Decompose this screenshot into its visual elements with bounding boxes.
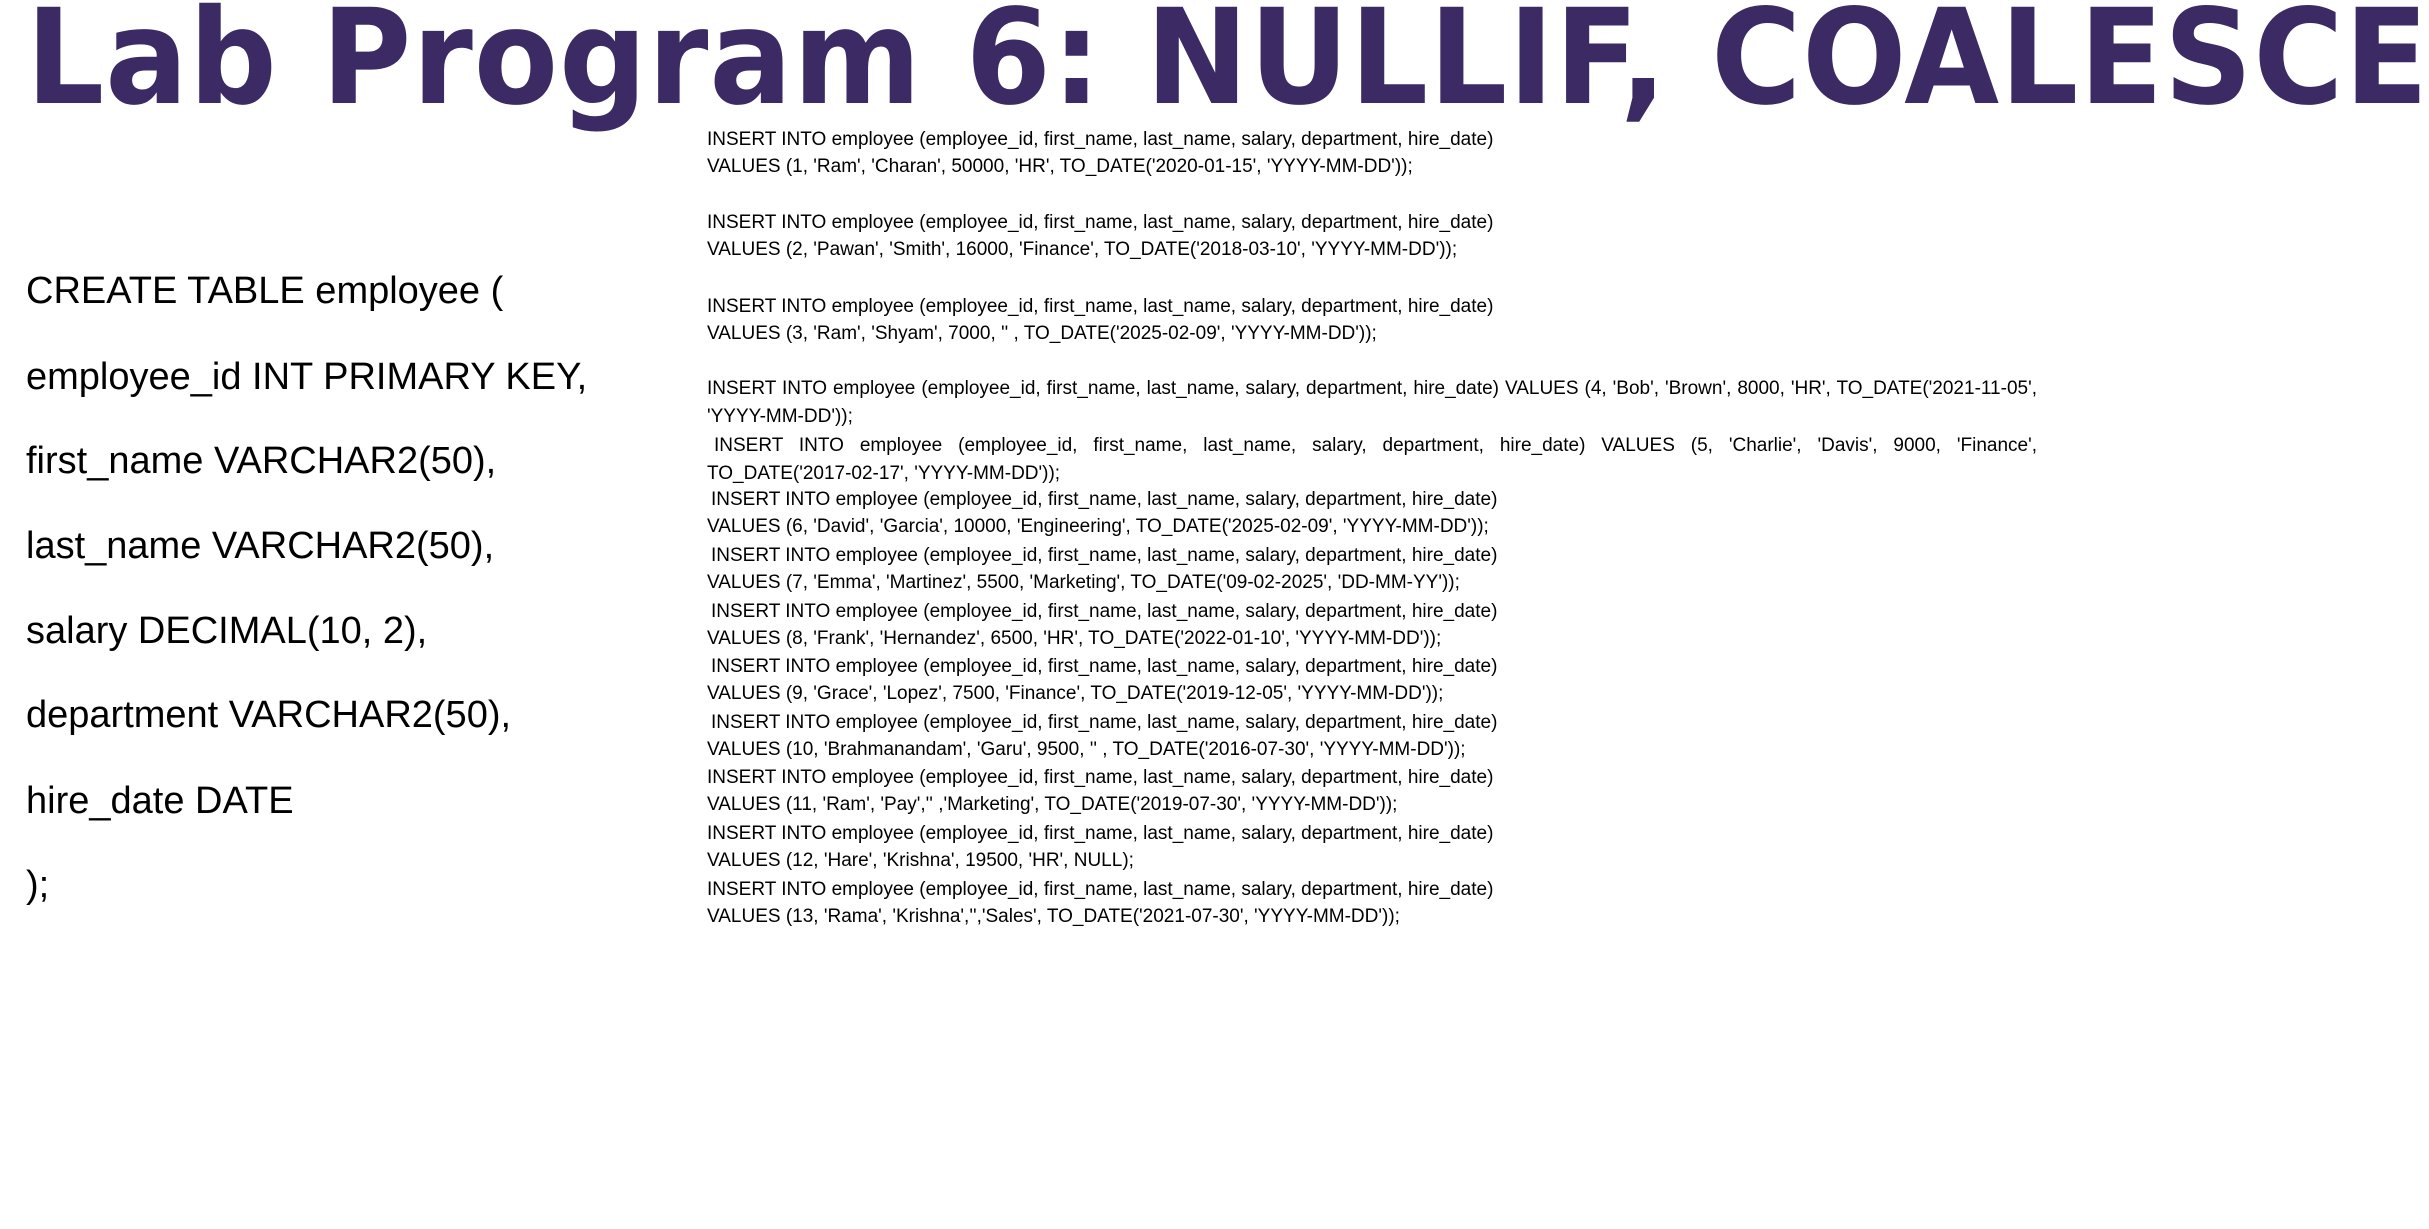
create-table-line: ); [26, 864, 50, 906]
insert-line: INSERT INTO employee (employee_id, first_name, last_name, salary, department, hire_date) VALUES (4, 'Bob', 'Brown', 8000, 'HR', TO_DATE('2021-11-05', 'YYYY-MM-DD')); [707, 378, 2037, 427]
create-table-line: first_name VARCHAR2(50), [26, 440, 497, 482]
create-table-line: employee_id INT PRIMARY KEY, [26, 356, 588, 398]
create-table-line: salary DECIMAL(10, 2), [26, 610, 428, 652]
insert-line: VALUES (8, 'Frank', 'Hernandez', 6500, 'HR', TO_DATE('2022-01-10', 'YYYY-MM-DD')); [707, 628, 1442, 649]
insert-line: VALUES (12, 'Hare', 'Krishna', 19500, 'HR', NULL); [707, 850, 1134, 871]
create-table-line: CREATE TABLE employee ( [26, 270, 504, 312]
insert-line: VALUES (2, 'Pawan', 'Smith', 16000, 'Finance', TO_DATE('2018-03-10', 'YYYY-MM-DD')); [707, 239, 1458, 260]
insert-line: INSERT INTO employee (employee_id, first_name, last_name, salary, department, hire_date) [711, 545, 1498, 566]
insert-line: INSERT INTO employee (employee_id, first_name, last_name, salary, department, hire_date) [707, 129, 1494, 150]
insert-line: INSERT INTO employee (employee_id, first_name, last_name, salary, department, hire_date) [707, 767, 1494, 788]
insert-line: VALUES (11, 'Ram', 'Pay','' ,'Marketing', TO_DATE('2019-07-30', 'YYYY-MM-DD')); [707, 794, 1398, 815]
insert-line: INSERT INTO employee (employee_id, first_name, last_name, salary, department, hire_date) [711, 712, 1498, 733]
insert-line: VALUES (10, 'Brahmanandam', 'Garu', 9500, '' , TO_DATE('2016-07-30', 'YYYY-MM-DD')); [707, 739, 1466, 760]
insert-line: INSERT INTO employee (employee_id, first_name, last_name, salary, department, hire_date) [711, 601, 1498, 622]
create-table-line: department VARCHAR2(50), [26, 694, 512, 736]
insert-line: VALUES (6, 'David', 'Garcia', 10000, 'Engineering', TO_DATE('2025-02-09', 'YYYY-MM-DD')); [707, 516, 1489, 537]
insert-line: INSERT INTO employee (employee_id, first_name, last_name, salary, department, hire_date) [711, 656, 1498, 677]
insert-line: VALUES (1, 'Ram', 'Charan', 50000, 'HR', TO_DATE('2020-01-15', 'YYYY-MM-DD')); [707, 156, 1413, 177]
create-table-line: hire_date DATE [26, 780, 294, 822]
insert-line: VALUES (7, 'Emma', 'Martinez', 5500, 'Marketing', TO_DATE('09-02-2025', 'DD-MM-YY')); [707, 572, 1460, 593]
insert-line: INSERT INTO employee (employee_id, first_name, last_name, salary, department, hire_date) VALUES (5, 'Charlie', 'Davis', 9000, 'Finance', TO_DATE('2017-02-17', 'YYYY-MM-DD')); [707, 435, 2037, 484]
insert-line: INSERT INTO employee (employee_id, first_name, last_name, salary, department, hire_date) [707, 212, 1494, 233]
insert-line: INSERT INTO employee (employee_id, first_name, last_name, salary, department, hire_date) [711, 489, 1498, 510]
insert-line: VALUES (9, 'Grace', 'Lopez', 7500, 'Finance', TO_DATE('2019-12-05', 'YYYY-MM-DD')); [707, 683, 1444, 704]
insert-line: INSERT INTO employee (employee_id, first_name, last_name, salary, department, hire_date) [707, 879, 1494, 900]
create-table-line: last_name VARCHAR2(50), [26, 525, 495, 567]
slide-title: Lab Program 6: NULLIF, COALESCE [26, 0, 2429, 135]
insert-line: VALUES (13, 'Rama', 'Krishna','','Sales', TO_DATE('2021-07-30', 'YYYY-MM-DD')); [707, 906, 1400, 927]
insert-line: INSERT INTO employee (employee_id, first_name, last_name, salary, department, hire_date) [707, 296, 1494, 317]
insert-line: INSERT INTO employee (employee_id, first_name, last_name, salary, department, hire_date) [707, 823, 1494, 844]
insert-line: VALUES (3, 'Ram', 'Shyam', 7000, '' , TO_DATE('2025-02-09', 'YYYY-MM-DD')); [707, 323, 1377, 344]
